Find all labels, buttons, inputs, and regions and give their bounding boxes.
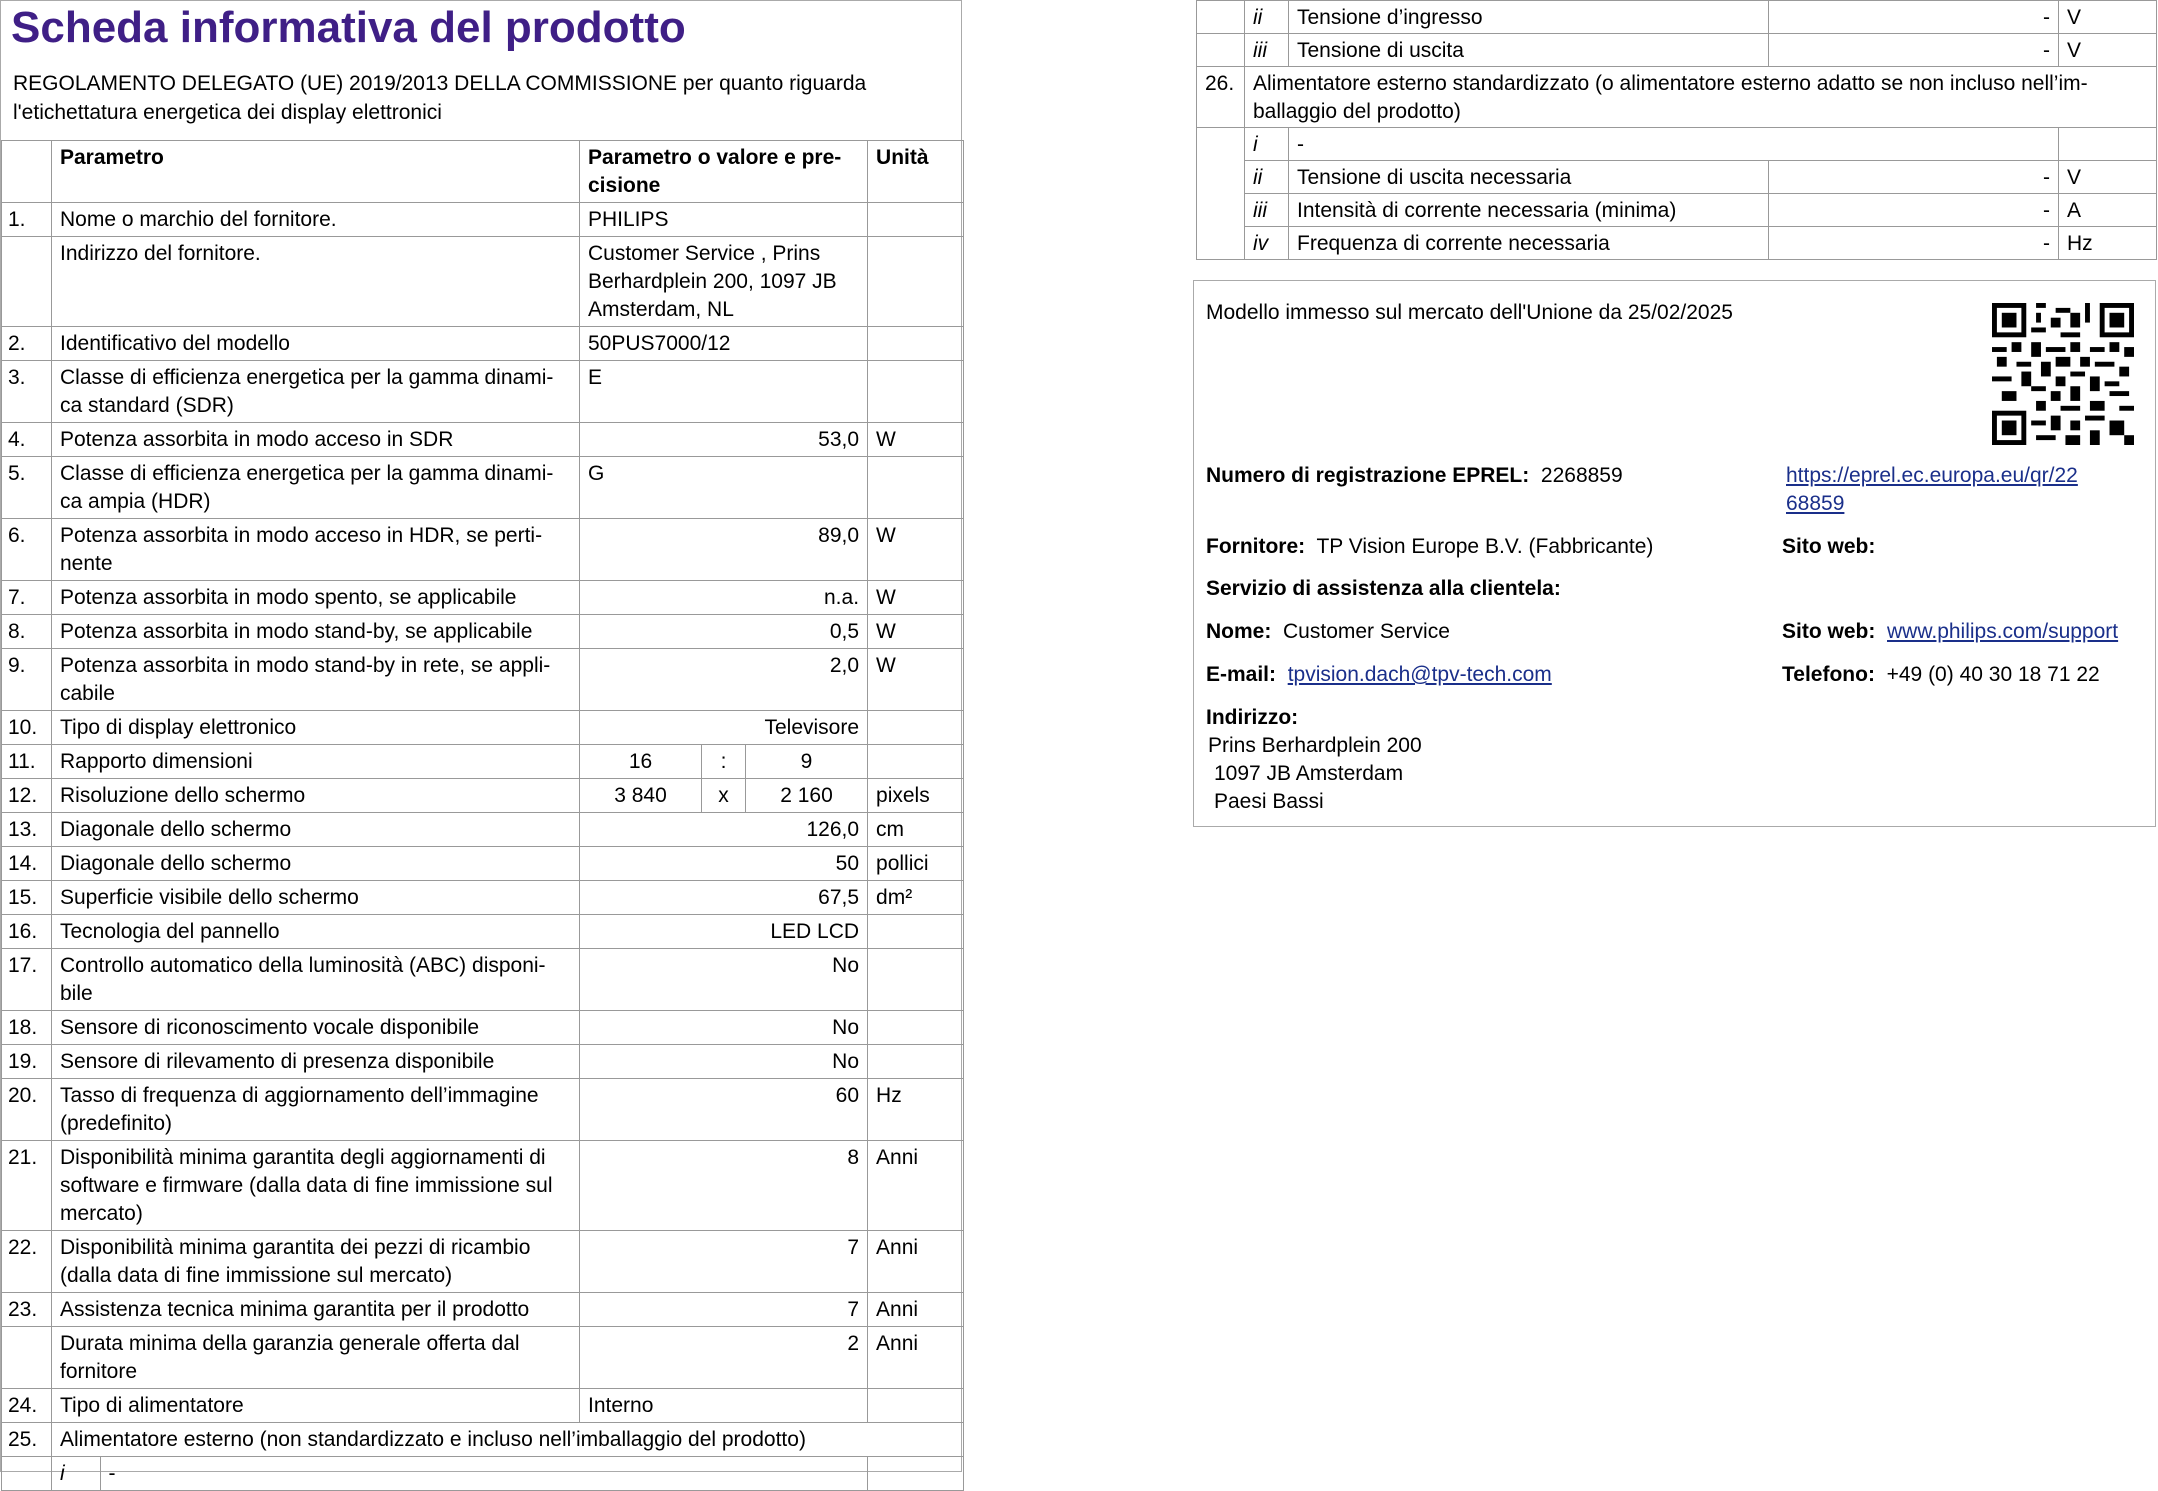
table-row: ii Tensione d’ingresso - V (1197, 1, 2157, 34)
table-row: Indirizzo del fornitore. Customer Service , Prins Berhardplein 200, 1097 JB Amsterdam, NL (2, 237, 964, 327)
header-value: Parametro o valore e pre-cisione (580, 141, 868, 203)
header-param: Parametro (52, 141, 580, 203)
address-line1: Prins Berhardplein 200 (1208, 734, 1422, 757)
table-row: 6. Potenza assorbita in modo acceso in HDR, se perti-nente 89,0 W (2, 519, 964, 581)
eprel-link-line2[interactable]: 68859 (1786, 492, 1845, 515)
table-row: iii Intensità di corrente necessaria (minima) - A (1197, 194, 2157, 227)
table-row: 13. Diagonale dello schermo 126,0 cm (2, 813, 964, 847)
table-row: 25. Alimentatore esterno (non standardizzato e incluso nell’imballaggio del prodotto) (2, 1423, 964, 1457)
table-row: ii Tensione di uscita necessaria - V (1197, 161, 2157, 194)
supplier-website-label: Sito web: (1782, 535, 1876, 558)
page-title: Scheda informativa del prodotto (11, 3, 686, 52)
table-row: 3. Classe di efficienza energetica per la gamma dinami-ca standard (SDR) E (2, 361, 964, 423)
eprel-link-line1[interactable]: https://eprel.ec.europa.eu/qr/22 (1786, 464, 2078, 487)
table-row: 8. Potenza assorbita in modo stand-by, se applicabile 0,5 W (2, 615, 964, 649)
service-email: E-mail: tpvision.dach@tpv-tech.com (1206, 663, 1552, 686)
power-supply-table (1196, 0, 2157, 260)
eprel-info-box (1193, 280, 2156, 827)
parameter-table (1, 140, 964, 1491)
support-link[interactable]: www.philips.com/support (1887, 620, 2119, 643)
table-row: 16. Tecnologia del pannello LED LCD (2, 915, 964, 949)
email-link[interactable]: tpvision.dach@tpv-tech.com (1287, 663, 1552, 686)
header-unit: Unità (868, 141, 964, 203)
address-line2: 1097 JB Amsterdam (1214, 762, 1404, 785)
table-row: Durata minima della garanzia generale offerta dal fornitore 2 Anni (2, 1327, 964, 1389)
table-row: 22. Disponibilità minima garantita dei pezzi di ricambio (dalla data di fine immissione sul mercato) 7 Anni (2, 1231, 964, 1293)
address-label: Indirizzo: (1206, 706, 1299, 729)
table-row: 5. Classe di efficienza energetica per la gamma dinami-ca ampia (HDR) G (2, 457, 964, 519)
table-row: 11. Rapporto dimensioni 16 : 9 (2, 745, 964, 779)
table-row: 21. Disponibilità minima garantita degli aggiornamenti di software e firmware (dalla data di fine immissione sul mercato) 8 Anni (2, 1141, 964, 1231)
table-row: 23. Assistenza tecnica minima garantita per il prodotto 7 Anni (2, 1293, 964, 1327)
table-row: 4. Potenza assorbita in modo acceso in SDR 53,0 W (2, 423, 964, 457)
market-date-text: Modello immesso sul mercato dell'Unione da 25/02/2025 (1206, 301, 1733, 324)
table-row: 18. Sensore di riconoscimento vocale disponibile No (2, 1011, 964, 1045)
table-row: 1. Nome o marchio del fornitore. PHILIPS (2, 203, 964, 237)
table-header (2, 141, 964, 203)
table-row: 17. Controllo automatico della luminosità (ABC) disponi-bile No (2, 949, 964, 1011)
customer-service-heading: Servizio di assistenza alla clientela: (1206, 577, 1561, 600)
table-row: 7. Potenza assorbita in modo spento, se applicabile n.a. W (2, 581, 964, 615)
table-row: 12. Risoluzione dello schermo 3 840 x 2 160 pixels (2, 779, 964, 813)
regulation-subtitle: REGOLAMENTO DELEGATO (UE) 2019/2013 DELLA COMMISSIONE per quanto riguarda l'etichettatura energetica dei display elettronici (13, 72, 867, 124)
table-row: 10. Tipo di display elettronico Televisore (2, 711, 964, 745)
table-row: 15. Superficie visibile dello schermo 67,5 dm² (2, 881, 964, 915)
table-row: 24. Tipo di alimentatore Interno (2, 1389, 964, 1423)
service-name: Nome: Customer Service (1206, 620, 1450, 643)
table-row: 14. Diagonale dello schermo 50 pollici (2, 847, 964, 881)
supplier: Fornitore: TP Vision Europe B.V. (Fabbricante) (1206, 535, 1654, 558)
qr-code-icon[interactable] (1992, 303, 2134, 445)
table-row: i - (2, 1457, 964, 1491)
table-row: 19. Sensore di rilevamento di presenza disponibile No (2, 1045, 964, 1079)
table-row: 26. Alimentatore esterno standardizzato (o alimentatore esterno adatto se non incluso nell’im-ballaggio del prodotto) (1197, 67, 2157, 128)
service-phone: Telefono: +49 (0) 40 30 18 71 22 (1782, 663, 2100, 686)
address-line3: Paesi Bassi (1214, 790, 1324, 813)
table-row: 9. Potenza assorbita in modo stand-by in rete, se appli-cabile 2,0 W (2, 649, 964, 711)
product-sheet-left (0, 0, 962, 1485)
table-row: i - (1197, 128, 2157, 161)
eprel-registration: Numero di registrazione EPREL: 2268859 (1206, 464, 1623, 487)
table-row: 20. Tasso di frequenza di aggiornamento dell’immagine (predefinito) 60 Hz (2, 1079, 964, 1141)
service-website: Sito web: www.philips.com/support (1782, 620, 2119, 643)
table-row: iv Frequenza di corrente necessaria - Hz (1197, 227, 2157, 260)
table-row: iii Tensione di uscita - V (1197, 34, 2157, 67)
table-row: 2. Identificativo del modello 50PUS7000/12 (2, 327, 964, 361)
